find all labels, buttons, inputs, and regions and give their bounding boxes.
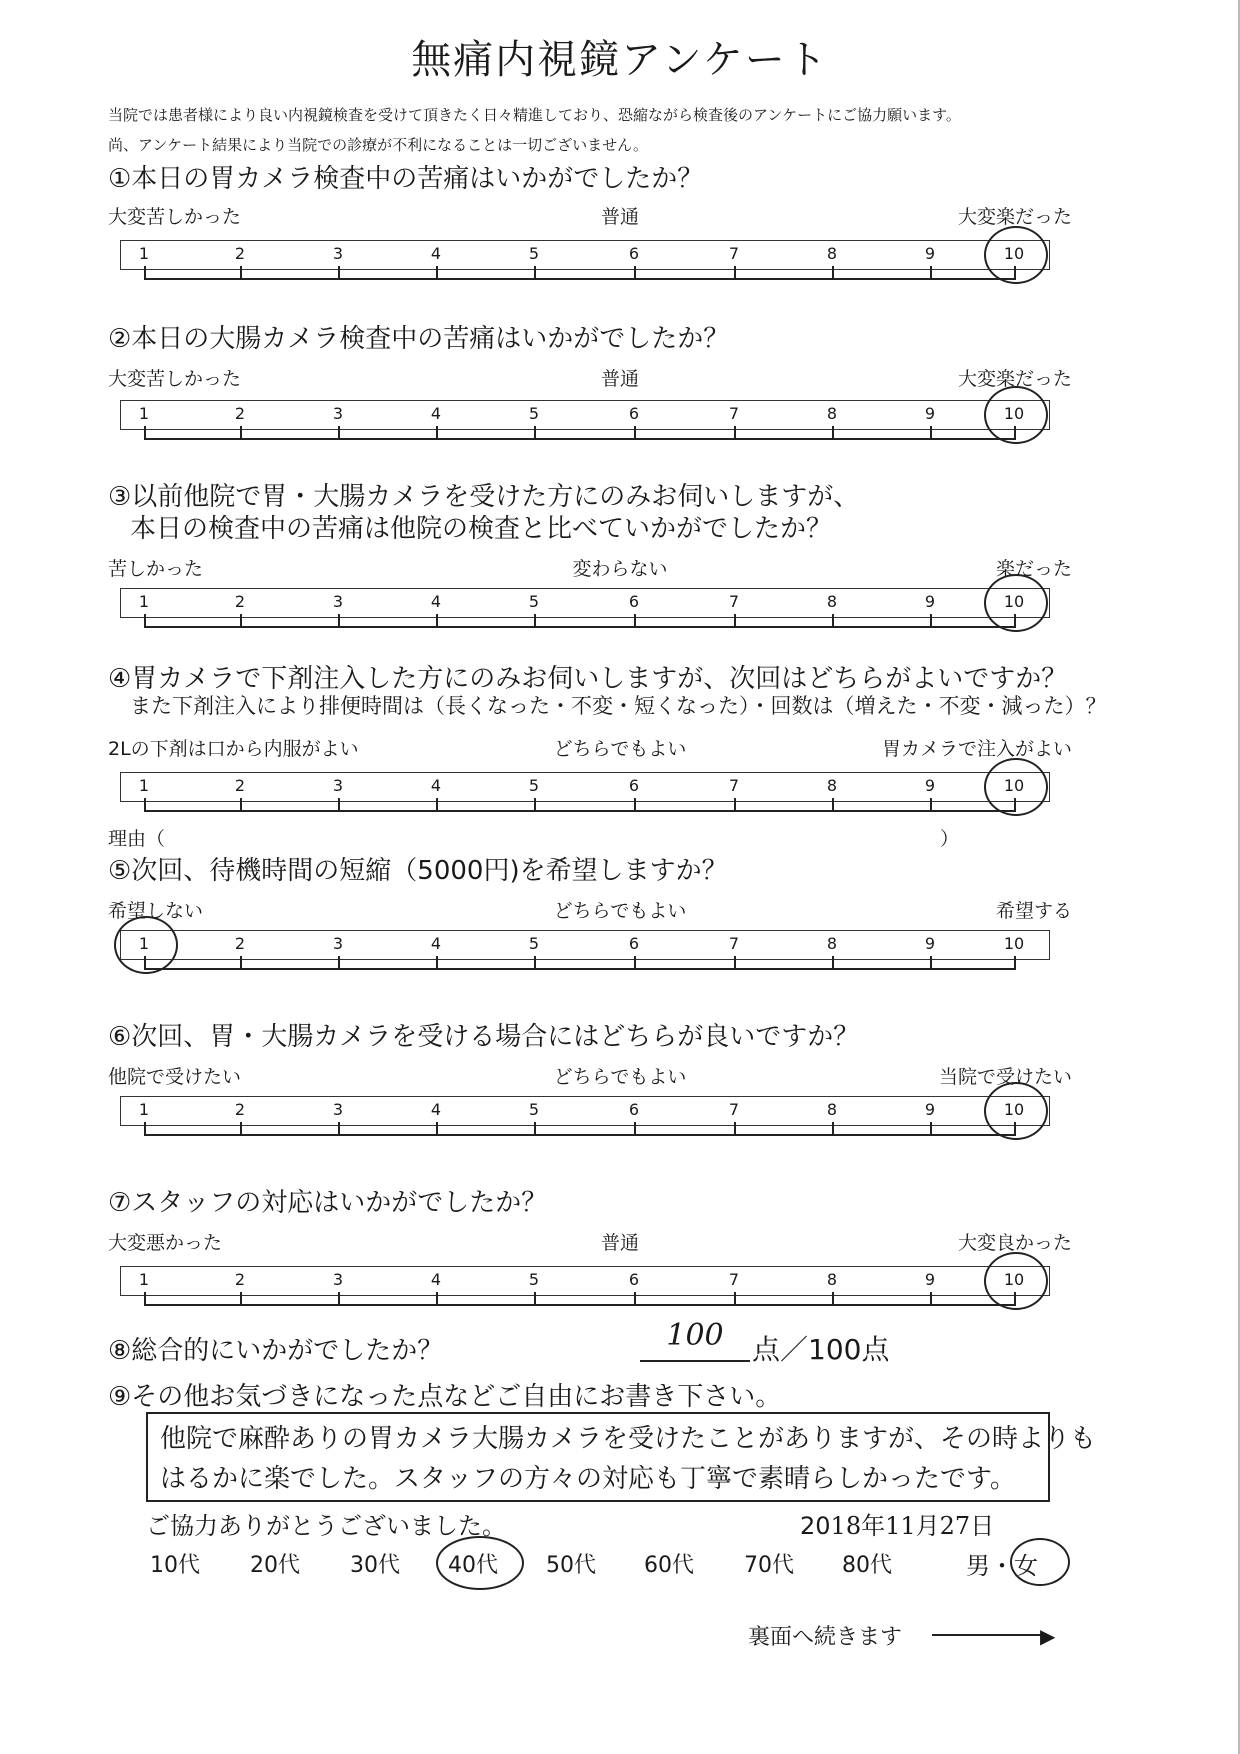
scale-tick (930, 956, 932, 970)
scale-tick (144, 266, 146, 280)
scale-number-4: 4 (430, 592, 442, 611)
scale-tick (144, 798, 146, 812)
question-6: ⑥次回、胃・大腸カメラを受ける場合にはどちらが良いですか？ (108, 1022, 860, 1052)
scale-tick (240, 614, 242, 628)
scale-axis (144, 418, 1014, 440)
scale-tick (930, 614, 932, 628)
question-3-subtext: 本日の検査中の苦痛は他院の検査と比べていかがでしたか？ (130, 514, 833, 544)
scale-tick (436, 798, 438, 812)
scale-number-7: 7 (728, 1100, 740, 1119)
scale-tick (930, 1292, 932, 1306)
scale-number-4: 4 (430, 776, 442, 795)
question-4: ④胃カメラで下剤注入した方にのみお伺いしますが、次回はどちらがよいですか？ (108, 664, 1068, 694)
reason-close: ） (940, 828, 960, 850)
scale-mid-label: 変わらない (572, 558, 668, 580)
scale-tick (240, 266, 242, 280)
question-7: ⑦スタッフの対応はいかがでしたか？ (108, 1188, 548, 1218)
age-option-5: 50代 (546, 1553, 596, 1578)
scale-tick (634, 956, 636, 970)
age-option-1: 10代 (150, 1553, 200, 1578)
scale-tick (734, 956, 736, 970)
date-day: 27 (939, 1512, 971, 1540)
scale-tick (436, 266, 438, 280)
gender-selection-circle (1010, 1538, 1070, 1586)
scale-number-2: 2 (234, 1270, 246, 1289)
selection-circle (984, 1252, 1048, 1310)
selection-circle (984, 386, 1048, 444)
scale-number-6: 6 (628, 1100, 640, 1119)
question-4-subtext: また下剤注入により排便時間は（長くなった・不変・短くなった）・回数は（増えた・不変・減った）？ (130, 694, 1107, 718)
date-month-unit: 月 (915, 1512, 940, 1540)
scale-number-2: 2 (234, 592, 246, 611)
scale-tick (240, 798, 242, 812)
scale-number-1: 1 (138, 592, 150, 611)
scale-tick (634, 426, 636, 440)
scale-number-2: 2 (234, 1100, 246, 1119)
scale-right-label: 大変楽だった (957, 368, 1072, 390)
comment-line-1: 他院で麻酔ありの胃カメラ大腸カメラを受けたことがありますが、その時よりも (160, 1424, 1097, 1454)
scale-number-8: 8 (826, 1100, 838, 1119)
scale-axis (144, 948, 1014, 970)
scale-axis (144, 1114, 1014, 1136)
scale-tick (338, 1122, 340, 1136)
scale-left-label: 大変苦しかった (108, 368, 242, 390)
score-suffix: 点／100点 (752, 1333, 890, 1366)
scale-tick (634, 614, 636, 628)
scale-left-label: 希望しない (108, 900, 204, 922)
scale-tick (240, 426, 242, 440)
scale-tick (832, 426, 834, 440)
scale-tick (634, 1122, 636, 1136)
scale-tick (144, 426, 146, 440)
selection-circle (984, 226, 1048, 284)
scale-tick (734, 426, 736, 440)
age-option-8: 80代 (842, 1553, 892, 1578)
thanks-text: ご協力ありがとうございました。 (146, 1512, 506, 1540)
scale-tick (734, 798, 736, 812)
selection-circle (984, 1082, 1048, 1140)
scale-mid-label: 普通 (600, 206, 639, 228)
scale-tick (534, 614, 536, 628)
scale-mid-label: 普通 (600, 368, 639, 390)
scale-tick (240, 956, 242, 970)
scale-tick (436, 426, 438, 440)
scale-tick (436, 1292, 438, 1306)
date-prefix: 20 (800, 1512, 831, 1540)
gender-female: 女 (1014, 1552, 1038, 1580)
scale-number-1: 1 (138, 404, 150, 423)
page-title: 無痛内視鏡アンケート (411, 37, 829, 83)
scale-number-6: 6 (628, 244, 640, 263)
scale-number-1: 1 (138, 244, 150, 263)
scale-number-9: 9 (924, 592, 936, 611)
scale-tick (634, 798, 636, 812)
scale-tick (338, 956, 340, 970)
scale-axis (144, 606, 1014, 628)
scale-number-10: 10 (1003, 592, 1025, 611)
scale-number-4: 4 (430, 934, 442, 953)
scale-tick (832, 956, 834, 970)
scale-number-7: 7 (728, 404, 740, 423)
selection-circle (984, 574, 1048, 632)
scale-tick (634, 266, 636, 280)
scale-number-3: 3 (332, 404, 344, 423)
scale-tick (832, 1292, 834, 1306)
scale-right-label: 大変良かった (957, 1232, 1072, 1254)
scale-axis (144, 258, 1014, 280)
scale-number-10: 10 (1003, 776, 1025, 795)
scale-number-9: 9 (924, 776, 936, 795)
scale-tick (534, 1122, 536, 1136)
scale-number-7: 7 (728, 244, 740, 263)
age-option-6: 60代 (644, 1553, 694, 1578)
scale-number-5: 5 (528, 404, 540, 423)
scale-number-4: 4 (430, 1270, 442, 1289)
scale-tick (534, 426, 536, 440)
scale-tick (832, 798, 834, 812)
scale-number-3: 3 (332, 934, 344, 953)
arrow-right-icon: ▶ (1040, 1624, 1056, 1648)
age-option-3: 30代 (350, 1553, 400, 1578)
scale-tick (338, 266, 340, 280)
scale-tick (832, 1122, 834, 1136)
age-option-7: 70代 (744, 1553, 794, 1578)
scale-number-7: 7 (728, 592, 740, 611)
scale-tick (634, 1292, 636, 1306)
scale-number-10: 10 (1003, 244, 1025, 263)
scale-number-6: 6 (628, 934, 640, 953)
scale-number-10: 10 (1003, 1270, 1025, 1289)
scale-tick (930, 798, 932, 812)
scale-number-5: 5 (528, 776, 540, 795)
scale-tick (930, 426, 932, 440)
scale-mid-label: どちらでもよい (553, 900, 687, 922)
scale-tick (436, 614, 438, 628)
scale-number-9: 9 (924, 934, 936, 953)
scale-number-5: 5 (528, 592, 540, 611)
scale-number-4: 4 (430, 1100, 442, 1119)
scale-number-1: 1 (138, 1270, 150, 1289)
scale-mid-label: どちらでもよい (553, 1066, 687, 1088)
age-selection-circle (436, 1536, 524, 1590)
scale-axis (144, 790, 1014, 812)
question-5: ⑤次回、待機時間の短縮（5000円)を希望しますか？ (108, 856, 728, 886)
reason-label: 理由（ (108, 828, 166, 850)
footer-arrow-line (932, 1634, 1044, 1636)
scale-tick (144, 614, 146, 628)
date-month: 11 (885, 1512, 916, 1540)
scale-left-label: 2Lの下剤は口から内服がよい (108, 738, 359, 760)
scale-number-3: 3 (332, 592, 344, 611)
scale-number-3: 3 (332, 776, 344, 795)
selection-circle (114, 916, 178, 974)
scale-tick (832, 614, 834, 628)
scale-number-8: 8 (826, 1270, 838, 1289)
date-day-unit: 日 (970, 1512, 995, 1540)
scale-number-4: 4 (430, 404, 442, 423)
scale-number-6: 6 (628, 776, 640, 795)
scale-right-label: 大変楽だった (957, 206, 1072, 228)
intro-line-2: 尚、アンケート結果により当院での診療が不利になることは一切ございません。 (108, 136, 649, 154)
scale-number-10: 10 (1003, 404, 1025, 423)
scale-number-2: 2 (234, 776, 246, 795)
scale-tick (240, 1122, 242, 1136)
scale-number-9: 9 (924, 1270, 936, 1289)
scale-tick (338, 798, 340, 812)
scale-mid-label: どちらでもよい (553, 738, 687, 760)
scale-number-6: 6 (628, 404, 640, 423)
scale-number-9: 9 (924, 1100, 936, 1119)
scale-tick (734, 1292, 736, 1306)
gender-separator: ・ (990, 1552, 1014, 1580)
scale-right-label: 当院で受けたい (938, 1066, 1072, 1088)
comment-line-2: はるかに楽でした。スタッフの方々の対応も丁寧で素晴らしかったです。 (160, 1464, 1016, 1494)
scale-tick (338, 614, 340, 628)
scale-mid-label: 普通 (600, 1232, 639, 1254)
scale-number-8: 8 (826, 244, 838, 263)
scale-tick (734, 266, 736, 280)
scale-number-3: 3 (332, 244, 344, 263)
scale-axis (144, 1284, 1014, 1306)
question-1: ①本日の胃カメラ検査中の苦痛はいかがでしたか？ (108, 164, 704, 194)
scale-number-1: 1 (138, 1100, 150, 1119)
age-option-4: 40代 (448, 1553, 498, 1578)
scale-tick (1014, 956, 1016, 970)
scale-tick (144, 1292, 146, 1306)
selection-circle (984, 758, 1048, 816)
scale-number-5: 5 (528, 1270, 540, 1289)
scale-tick (734, 614, 736, 628)
scale-number-9: 9 (924, 244, 936, 263)
scale-left-label: 大変苦しかった (108, 206, 242, 228)
scale-tick (832, 266, 834, 280)
scale-number-7: 7 (728, 776, 740, 795)
scale-number-5: 5 (528, 1100, 540, 1119)
scale-number-8: 8 (826, 776, 838, 795)
question-3: ③以前他院で胃・大腸カメラを受けた方にのみお伺いしますが、 (108, 482, 860, 512)
age-option-2: 20代 (250, 1553, 300, 1578)
scale-number-3: 3 (332, 1270, 344, 1289)
score-underline (640, 1360, 750, 1362)
scale-tick (534, 956, 536, 970)
scale-tick (338, 1292, 340, 1306)
total-score: 100 (666, 1318, 724, 1353)
scale-left-label: 他院で受けたい (108, 1066, 242, 1088)
question-2: ②本日の大腸カメラ検査中の苦痛はいかがでしたか？ (108, 324, 730, 354)
scale-tick (436, 956, 438, 970)
scale-tick (534, 798, 536, 812)
scale-right-label: 希望する (995, 900, 1072, 922)
scale-number-8: 8 (826, 404, 838, 423)
date (800, 1506, 994, 1541)
date-year: 18 (830, 1512, 862, 1540)
scale-right-label: 楽だった (995, 558, 1072, 580)
scale-tick (930, 266, 932, 280)
scale-number-2: 2 (234, 244, 246, 263)
scale-number-5: 5 (528, 244, 540, 263)
scale-left-label: 苦しかった (108, 558, 204, 580)
scale-number-8: 8 (826, 592, 838, 611)
scale-tick (436, 1122, 438, 1136)
scale-number-3: 3 (332, 1100, 344, 1119)
scale-number-6: 6 (628, 1270, 640, 1289)
scale-number-2: 2 (234, 404, 246, 423)
scale-number-7: 7 (728, 1270, 740, 1289)
scale-tick (144, 1122, 146, 1136)
intro-line-1: 当院では患者様により良い内視鏡検査を受けて頂きたく日々精進しており、恐縮ながら検査後のアンケートにご協力願います。 (108, 106, 961, 124)
scale-number-1: 1 (138, 776, 150, 795)
scale-number-10: 10 (1003, 1100, 1025, 1119)
scale-tick (534, 266, 536, 280)
scale-number-9: 9 (924, 404, 936, 423)
gender-male: 男 (966, 1552, 990, 1580)
scale-number-7: 7 (728, 934, 740, 953)
scale-tick (734, 1122, 736, 1136)
question-8: ⑧総合的にいかがでしたか？ (108, 1336, 444, 1366)
scale-number-4: 4 (430, 244, 442, 263)
scale-right-label: 胃カメラで注入がよい (881, 738, 1072, 760)
scale-number-2: 2 (234, 934, 246, 953)
scale-number-5: 5 (528, 934, 540, 953)
date-year-unit: 年 (861, 1512, 886, 1540)
footer-continue: 裏面へ続きます (748, 1625, 903, 1650)
scale-number-1: 1 (138, 934, 150, 953)
scale-tick (534, 1292, 536, 1306)
scale-left-label: 大変悪かった (108, 1232, 223, 1254)
scale-tick (338, 426, 340, 440)
scale-number-8: 8 (826, 934, 838, 953)
scale-number-6: 6 (628, 592, 640, 611)
scale-tick (930, 1122, 932, 1136)
scale-number-10: 10 (1003, 934, 1025, 953)
scale-tick (240, 1292, 242, 1306)
question-9: ⑨その他お気づきになった点などご自由にお書き下さい。 (108, 1382, 782, 1412)
